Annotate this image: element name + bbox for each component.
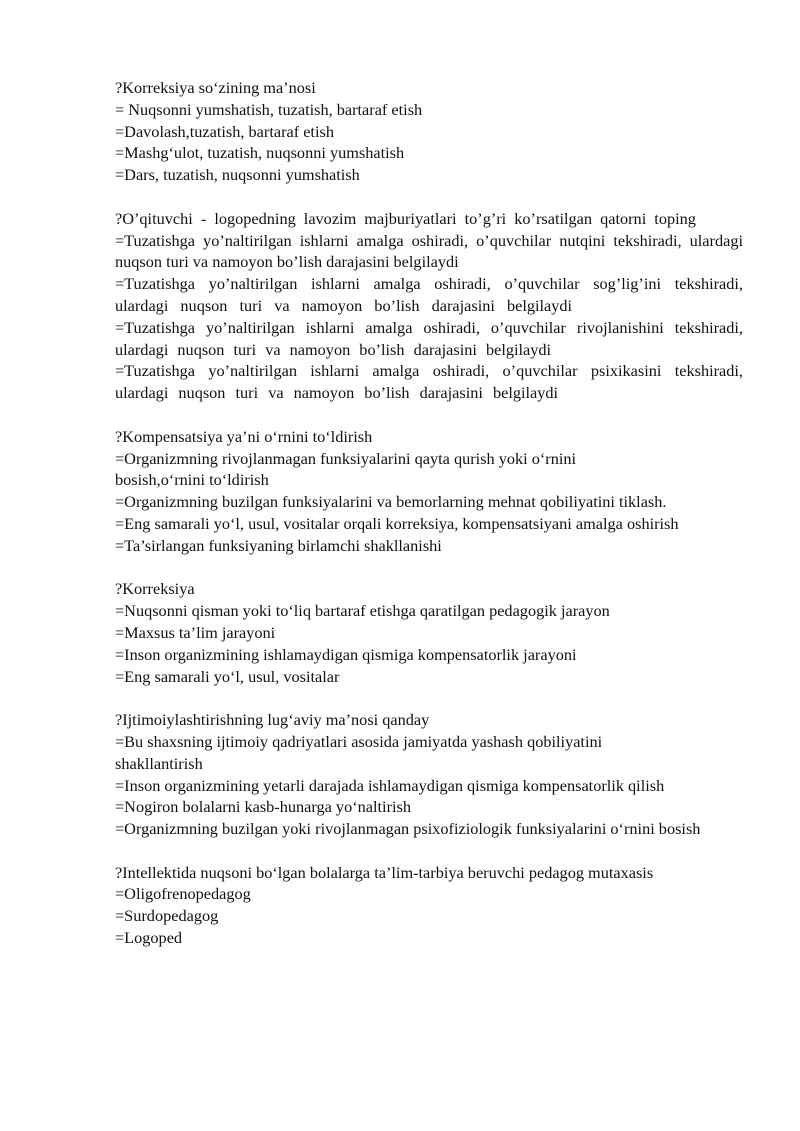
answer-option: =Bu shaxsning ijtimoiy qadriyatlari asosida jamiyatda yashash qobiliyatini shakllantirish: [115, 731, 603, 773]
answer-option: =Eng samarali yo‘l, usul, vositalar orqali korreksiya, kompensatsiyani amalga oshirish: [115, 513, 679, 533]
question-text: ?Kompensatsiya ya’ni o‘rnini to‘ldirish: [115, 426, 373, 446]
question-text: ?Ijtimoiylashtirishning lug‘aviy ma’nosi qanday: [115, 710, 430, 730]
answer-option: =Tuzatishga yo’naltirilgan ishlarni amalga oshiradi, o’quvchilar rivojlanishini tekshiradi, ulardagi nuqson turi va namoyon bo’lish darajasini belgilaydi: [115, 317, 743, 359]
answer-option: =Tuzatishga yo’naltirilgan ishlarni amalga oshiradi, o’quvchilar nutqini tekshiradi, ulardagi nuqson turi va namoyon bo’lish darajasini belgilaydi: [115, 230, 743, 272]
answer-option: =Ta’sirlangan funksiyaning birlamchi shakllanishi: [115, 535, 442, 555]
answer-option: =Inson organizmining yetarli darajada ishlamaydigan qismiga kompensatorlik qilish: [115, 775, 665, 795]
answer-option: =Organizmning rivojlanmagan funksiyalarini qayta qurish yoki o‘rnini bosish,o‘rnini to‘ldirish: [115, 448, 577, 490]
answer-option: =Organizmning buzilgan yoki rivojlanmagan psixofiziologik funksiyalarini o‘rnini bosish: [115, 819, 701, 839]
answer-option: =Surdopedagog: [115, 906, 219, 926]
question-block: [115, 77, 743, 186]
question-block: [115, 709, 743, 840]
answer-option: =Tuzatishga yo’naltirilgan ishlarni amalga oshiradi, o’quvchilar psixikasini tekshiradi, ulardagi nuqson turi va namoyon bo’lish darajasini belgilaydi: [115, 361, 743, 403]
question-block: [115, 208, 743, 404]
question-block: [115, 862, 743, 949]
question-text: ?Intellektida nuqsoni bo‘lgan bolalarga ta’lim-tarbiya beruvchi pedagog mutaxasis: [115, 862, 654, 882]
question-block: [115, 578, 743, 687]
answer-option: =Eng samarali yo‘l, usul, vositalar: [115, 666, 340, 686]
question-block: [115, 426, 743, 557]
answer-option: =Nogiron bolalarni kasb-hunarga yo‘naltirish: [115, 797, 411, 817]
answer-option: =Maxsus ta’lim jarayoni: [115, 622, 276, 642]
answer-option: =Organizmning buzilgan funksiyalarini va bemorlarning mehnat qobiliyatini tiklash.: [115, 492, 667, 512]
answer-option: = Nuqsonni yumshatish, tuzatish, bartaraf etish: [115, 99, 423, 119]
answer-option: =Dars, tuzatish, nuqsonni yumshatish: [115, 165, 360, 185]
document-page: [115, 77, 743, 971]
answer-option: =Oligofrenopedagog: [115, 884, 251, 904]
answer-option: =Logoped: [115, 928, 183, 948]
question-text: ?Korreksiya so‘zining ma’nosi: [115, 78, 316, 97]
answer-option: =Nuqsonni qisman yoki to‘liq bartaraf etishga qaratilgan pedagogik jarayon: [115, 601, 610, 621]
answer-option: =Tuzatishga yo’naltirilgan ishlarni amalga oshiradi, o’quvchilar sog’lig’ini tekshiradi, ulardagi nuqson turi va namoyon bo’lish darajasini belgilaydi: [115, 274, 743, 315]
answer-option: =Mashg‘ulot, tuzatish, nuqsonni yumshatish: [115, 143, 405, 163]
question-text: ?Korreksiya: [115, 579, 195, 599]
question-text: ?O’qituvchi - logopedning lavozim majburiyatlari to’g’ri ko’rsatilgan qatorni toping: [115, 208, 696, 228]
answer-option: =Inson organizmining ishlamaydigan qismiga kompensatorlik jarayoni: [115, 644, 577, 664]
answer-option: =Davolash,tuzatish, bartaraf etish: [115, 121, 334, 141]
